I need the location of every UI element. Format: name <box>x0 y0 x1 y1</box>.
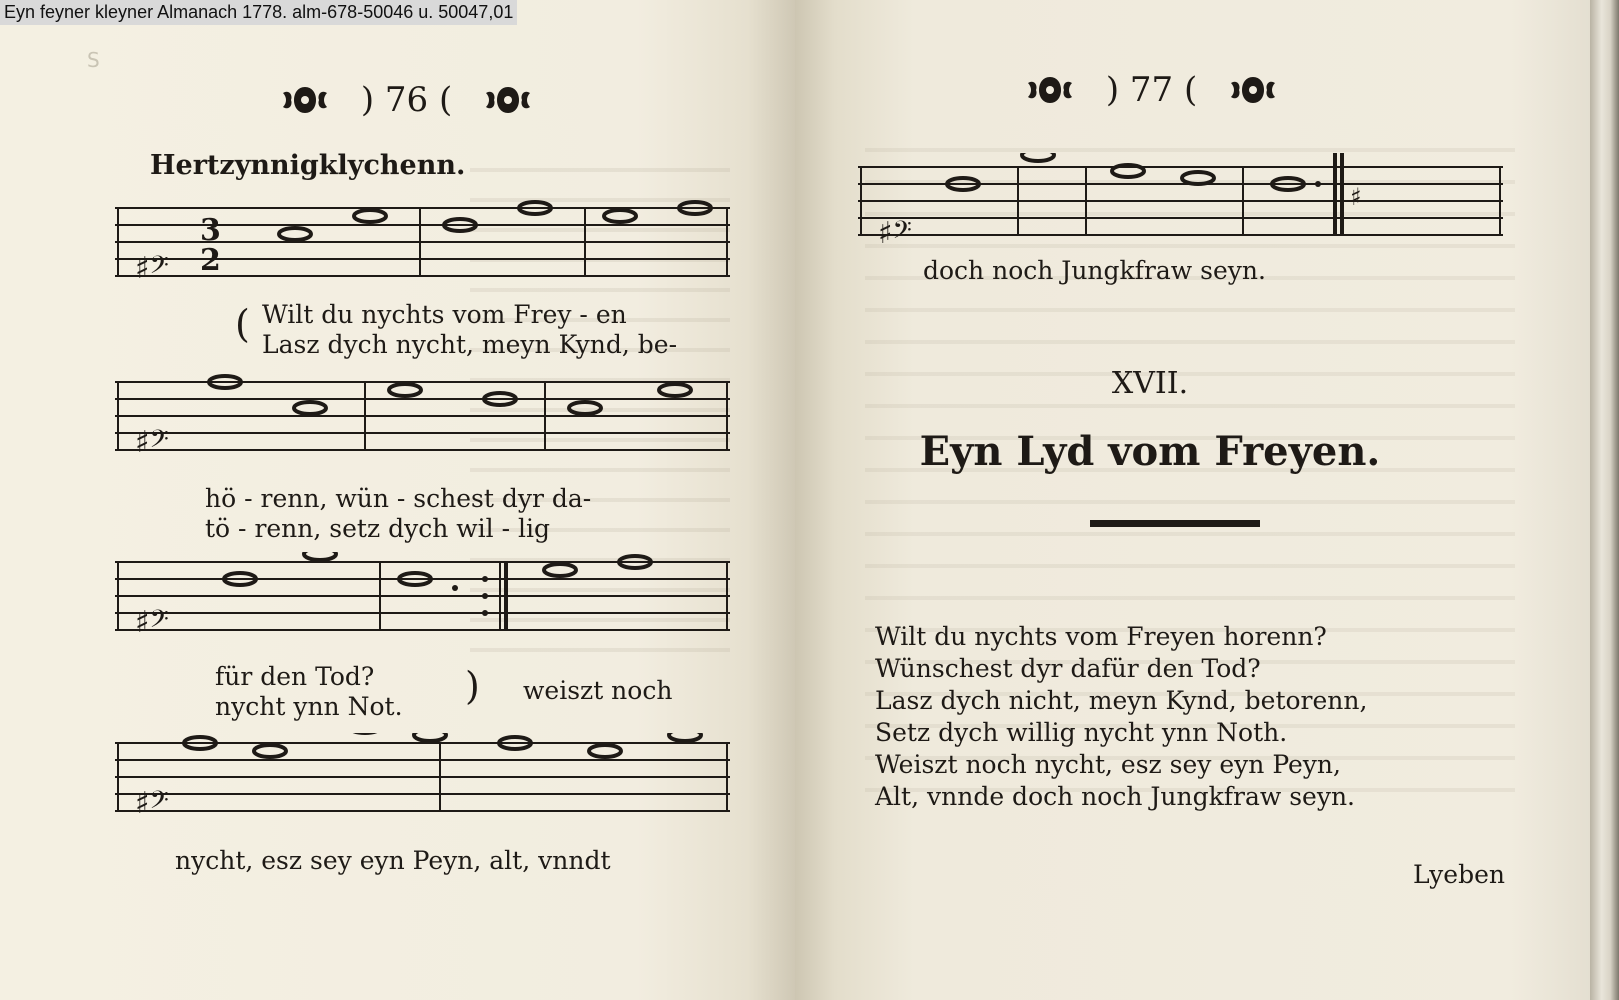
lyric-line: doch noch Jungkfraw seyn. <box>923 256 1266 285</box>
music-staff <box>115 198 730 288</box>
music-staff <box>115 372 730 462</box>
lyric-line: hö - renn, wün - schest dyr da- <box>205 484 592 513</box>
title-rule <box>1090 520 1260 527</box>
music-staff <box>115 552 730 642</box>
svg-text:♯𝄢: ♯𝄢 <box>135 786 169 821</box>
book-edge <box>1590 0 1619 1000</box>
lyric-line: nycht ynn Not. <box>215 692 403 721</box>
page-header-left <box>280 78 533 120</box>
bracket-open: ( <box>235 302 250 346</box>
lyric-line: nycht, esz sey eyn Peyn, alt, vnndt <box>175 846 611 875</box>
image-caption: Eyn feyner kleyner Almanach 1778. alm-678-50046 u. 50047,01 <box>0 0 517 25</box>
poem-line: Alt, vnnde doch noch Jungkfraw seyn. <box>875 782 1355 811</box>
fleuron-ornament-icon <box>483 83 533 117</box>
poem-line: Setz dych willig nycht ynn Noth. <box>875 718 1288 747</box>
song-number: XVII. <box>1111 366 1189 401</box>
time-signature-bottom: 2 <box>200 243 221 278</box>
right-page <box>795 0 1590 1000</box>
svg-text:♯𝄢: ♯𝄢 <box>135 425 169 460</box>
fleuron-ornament-icon <box>280 83 330 117</box>
music-staff <box>858 153 1503 253</box>
lyric-line: Wilt du nychts vom Frey - en <box>262 300 627 329</box>
poem-line: Wilt du nychts vom Freyen horenn? <box>875 622 1327 651</box>
bracket-close: ) <box>465 664 480 708</box>
time-signature-top: 3 <box>200 213 221 248</box>
fleuron-ornament-icon <box>1025 73 1075 107</box>
poem-line: Lasz dych nicht, meyn Kynd, betorenn, <box>875 686 1368 715</box>
song-title: Eyn Lyd vom Freyen. <box>919 428 1381 475</box>
page-number: ) 77 ( <box>1105 70 1198 110</box>
lyric-line: weiszt noch <box>523 676 673 705</box>
svg-text:♯𝄢: ♯𝄢 <box>135 605 169 640</box>
song-title: Hertzynnigklychenn. <box>150 150 466 181</box>
page-number: ) 76 ( <box>360 80 453 120</box>
lyric-line: tö - renn, setz dych wil - lig <box>205 514 550 543</box>
music-staff <box>115 733 730 823</box>
lyric-line: für den Tod? <box>215 662 375 691</box>
margin-mark: S <box>87 48 100 72</box>
catchword: Lyeben <box>1413 860 1505 889</box>
svg-text:♯: ♯ <box>1350 183 1362 211</box>
page-header-right <box>1025 68 1278 110</box>
svg-text:♯𝄢: ♯𝄢 <box>878 216 912 251</box>
fleuron-ornament-icon <box>1228 73 1278 107</box>
poem-line: Wünschest dyr dafür den Tod? <box>875 654 1261 683</box>
poem-line: Weiszt noch nycht, esz sey eyn Peyn, <box>875 750 1341 779</box>
left-page <box>0 0 795 1000</box>
lyric-line: Lasz dych nycht, meyn Kynd, be- <box>262 330 678 359</box>
svg-text:♯𝄢: ♯𝄢 <box>135 251 169 286</box>
